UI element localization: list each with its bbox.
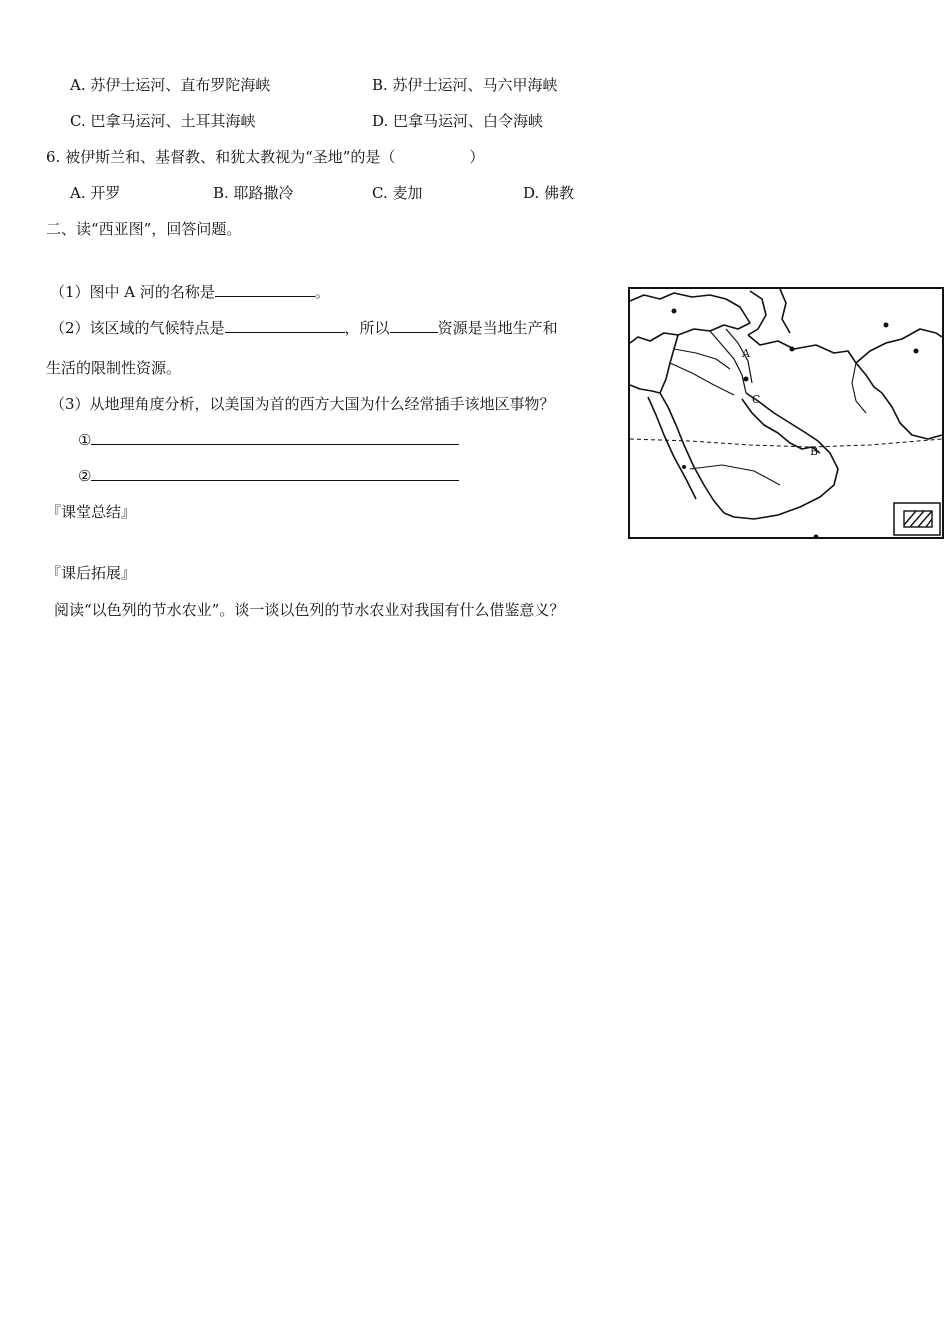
q6-option-d: D. 佛教	[523, 184, 575, 202]
q2-climate-blank[interactable]	[225, 318, 345, 333]
map-label-a: A	[742, 347, 750, 360]
egypt-coast	[630, 385, 660, 393]
q3-answer-2	[78, 466, 459, 486]
q2-prompt: （2）该区域的气候特点是	[50, 319, 225, 337]
section2-q2	[50, 318, 558, 338]
q5-option-b: B. 苏伊士运河、马六甲海峡	[372, 76, 558, 94]
city-dot-1	[672, 309, 677, 314]
city-dot-3	[884, 323, 889, 328]
section2-q3: （3）从地理角度分析，以美国为首的西方大国为什么经常插手该地区事物？	[50, 395, 555, 413]
river-a	[710, 331, 746, 393]
q5-option-d: D. 巴拿马运河、白令海峡	[372, 112, 544, 130]
q3-answer-1-blank[interactable]	[91, 430, 459, 445]
q2-post-text: 资源是当地生产和	[437, 319, 558, 337]
section2-title: 二、读“西亚图”，回答问题。	[46, 220, 242, 238]
q6-option-c: C. 麦加	[372, 184, 423, 202]
q6-option-b: B. 耶路撒冷	[213, 184, 294, 202]
persian-gulf-south	[742, 399, 820, 453]
q6-stem-text: 6. 被伊斯兰和、基督教、和犹太教视为“圣地”的是（	[46, 148, 396, 166]
border-3	[690, 465, 780, 485]
border-1	[674, 349, 730, 369]
city-dot-7	[814, 535, 819, 538]
q2-resource-blank[interactable]	[390, 318, 438, 333]
afghan-border	[856, 329, 942, 363]
legend-box	[894, 503, 940, 535]
pakistan-border	[882, 393, 942, 439]
q2-mid-text: ，所以	[344, 319, 390, 337]
west-asia-map	[628, 287, 944, 539]
summary-heading: 『课堂总结』	[46, 503, 137, 521]
q6-stem-end: ）	[469, 148, 485, 166]
red-sea-west	[648, 397, 696, 499]
answer-marker-2: ②	[78, 467, 92, 485]
map-label-b: B	[810, 445, 819, 458]
levant-coast	[660, 335, 678, 393]
city-dot-5	[744, 377, 749, 382]
q6-option-a: A. 开罗	[70, 184, 121, 202]
extension-text: 阅读“以色列的节水农业”。谈一谈以色列的节水农业对我国有什么借鉴意义？	[54, 601, 565, 619]
oman-coast	[724, 441, 838, 519]
q3-answer-1	[78, 430, 459, 450]
city-dot-6	[682, 465, 686, 469]
q5-option-c: C. 巴拿马运河、土耳其海峡	[70, 112, 256, 130]
map-drawing	[630, 289, 942, 537]
caspian-coast	[748, 291, 766, 335]
q1-answer-blank[interactable]	[215, 282, 315, 297]
q6-stem	[46, 147, 484, 167]
extension-heading: 『课后拓展』	[46, 564, 137, 582]
q1-period: 。	[314, 283, 330, 301]
q3-answer-2-blank[interactable]	[91, 466, 459, 481]
section2-q1	[50, 282, 330, 302]
border-4	[852, 363, 866, 413]
iran-border	[748, 335, 882, 393]
q1-prompt: （1）图中 A 河的名称是	[50, 283, 215, 301]
red-sea-coast	[660, 393, 724, 513]
caspian-east	[780, 289, 790, 333]
city-dot-4	[914, 349, 919, 354]
city-dot-2	[790, 347, 795, 352]
q2-continuation: 生活的限制性资源。	[46, 359, 182, 377]
border-2	[670, 363, 734, 395]
answer-marker-1: ①	[78, 431, 92, 449]
q5-option-a: A. 苏伊士运河、直布罗陀海峡	[70, 76, 271, 94]
map-label-c: C	[752, 393, 761, 406]
